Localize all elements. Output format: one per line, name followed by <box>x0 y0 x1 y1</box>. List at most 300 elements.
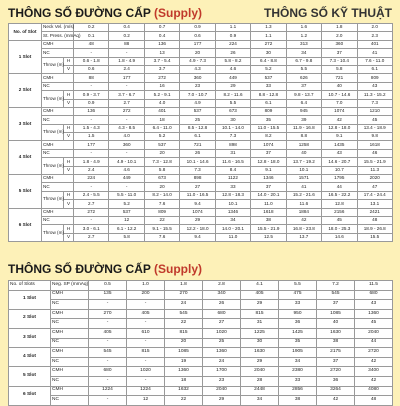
cmh-value: 815 <box>127 348 165 358</box>
throw-v-value: 4.6 <box>215 65 250 73</box>
cmh-value: 272 <box>144 74 179 82</box>
cmh-value: 270 <box>89 309 127 319</box>
slot-row <box>9 149 393 157</box>
nc-value: 38 <box>251 216 286 224</box>
cmh-value: 4080 <box>355 386 393 396</box>
throw-v-value: 11.3 <box>357 166 392 174</box>
nc-value: 20 <box>180 49 215 57</box>
nc-value: - <box>74 49 109 57</box>
cmh-value: 1074 <box>251 141 286 149</box>
nc-value: 43 <box>355 300 393 310</box>
cmh-value: 401 <box>144 107 179 115</box>
throw-v-value: 15.5 <box>357 233 392 241</box>
cmh-value: 1360 <box>355 309 393 319</box>
nc-value: - <box>127 319 165 329</box>
nc-value: 30 <box>251 49 286 57</box>
v-label: V <box>64 133 74 141</box>
cmh-value: 1346 <box>251 175 286 183</box>
nc-value: - <box>127 338 165 348</box>
throw-h-value: 18.0 - 25.3 <box>322 225 357 233</box>
nc-value: 24 <box>165 300 203 310</box>
throw-v-value: 5.2 <box>251 65 286 73</box>
nc-value: 45 <box>357 116 392 124</box>
nc-value: 30 <box>241 338 279 348</box>
nc-label: NC <box>42 149 74 157</box>
cmh-value: 1225 <box>241 328 279 338</box>
throw-h-value: 11.6 - 16.5 <box>215 158 250 166</box>
nc-label: NC <box>42 183 74 191</box>
cmh-value: 1630 <box>241 348 279 358</box>
nc-value: 16 <box>144 82 179 90</box>
nc-value: - <box>109 82 144 90</box>
throw-v-value: 11.6 <box>286 200 321 208</box>
cmh-value: 610 <box>127 328 165 338</box>
cmh-value: 88 <box>74 74 109 82</box>
throw-h-value: 5.5 - 11.0 <box>109 191 144 199</box>
throw-h-value: 12.8 - 18.3 <box>215 191 250 199</box>
throw-v-value: 0.9 <box>74 99 109 107</box>
throw-v-value: 13.1 <box>357 200 392 208</box>
throw-h-value: 12.8 - 18.0 <box>251 158 286 166</box>
nc-value: 41 <box>357 49 392 57</box>
slot-row <box>9 158 393 166</box>
throw-h-value: 6.4 - 8.8 <box>251 57 286 65</box>
nc-value: - <box>89 319 127 329</box>
slot-row <box>9 183 393 191</box>
nc-label: NC <box>51 396 89 406</box>
nc-value: 45 <box>355 319 393 329</box>
nc-value: 38 <box>279 396 317 406</box>
nc-value: - <box>74 116 109 124</box>
nc-value: 41 <box>286 183 321 191</box>
neck-velocity: 0.4 <box>109 24 144 32</box>
v-label: V <box>64 65 74 73</box>
throw-h-value: 9.8 - 13.7 <box>286 91 321 99</box>
cmh-value: 1346 <box>215 208 250 216</box>
nc-label: NC <box>51 376 89 386</box>
header-row <box>9 32 393 40</box>
slot-row <box>9 376 393 386</box>
throw-v-value: 2.4 <box>74 166 109 174</box>
throw-h-value: 14.0 - 20.1 <box>251 191 286 199</box>
cmh-value: 809 <box>251 107 286 115</box>
neck-velocity: 0.9 <box>180 24 215 32</box>
cmh-value: 2421 <box>357 208 392 216</box>
throw-h-value: 2.4 - 5.5 <box>74 191 109 199</box>
throw-h-value: 6.7 - 9.8 <box>286 57 321 65</box>
throw-h-value: 1.5 - 4.3 <box>74 124 109 132</box>
neck-velocity: 1.3 <box>251 24 286 32</box>
slot-label: 6 Slot <box>9 386 51 405</box>
neg-sp-value: 2.8 <box>203 281 241 291</box>
static-pressure: 0.1 <box>74 32 109 40</box>
throw-v-value: 2.7 <box>74 200 109 208</box>
throw-h-value: 0.9 - 3.7 <box>74 91 109 99</box>
cmh-label: CMH <box>51 367 89 377</box>
cmh-value: 815 <box>241 309 279 319</box>
slot-row <box>9 82 393 90</box>
cmh-value: 1360 <box>165 367 203 377</box>
slot-label: 3 Slot <box>9 107 42 141</box>
nc-value: 40 <box>286 149 321 157</box>
cmh-value: 1085 <box>165 348 203 358</box>
nc-value: - <box>74 216 109 224</box>
throw-v-value: 7.3 <box>215 133 250 141</box>
nc-value: 34 <box>286 49 321 57</box>
throw-v-value: 4.0 <box>109 133 144 141</box>
nc-value: 40 <box>322 82 357 90</box>
slot-label: 1 Slot <box>9 290 51 309</box>
cmh-value: 1224 <box>89 386 127 396</box>
slot-row <box>9 65 393 73</box>
throw-v-value: 12.8 <box>322 200 357 208</box>
slot-row <box>9 328 393 338</box>
row-label: Neg. SP (mmAq) <box>51 281 89 291</box>
cmh-value: 1435 <box>322 141 357 149</box>
throw-h-value: 10.7 - 14.6 <box>322 91 357 99</box>
h-label: H <box>64 91 74 99</box>
throw-v-value: 5.2 <box>144 133 179 141</box>
slot-label: 5 Slot <box>9 175 42 209</box>
throw-v-value: 9.1 <box>322 133 357 141</box>
slot-label: 5 Slot <box>9 367 51 386</box>
throw-v-value: 9.1 <box>251 166 286 174</box>
nc-value: 18 <box>144 116 179 124</box>
slot-row <box>9 166 393 174</box>
throw-v-value: 11.0 <box>215 233 250 241</box>
cmh-value: 475 <box>279 290 317 300</box>
cmh-value: 224 <box>74 175 109 183</box>
nc-value: 34 <box>279 357 317 367</box>
cmh-value: 1618 <box>357 141 392 149</box>
nc-value: - <box>74 183 109 191</box>
throw-h-value: 17.4 - 24.4 <box>357 191 392 199</box>
nc-value: - <box>127 300 165 310</box>
throw-v-value: 7.3 <box>357 99 392 107</box>
throw-h-value: 8.8 - 12.8 <box>251 91 286 99</box>
section-title-1 <box>8 6 202 20</box>
nc-value: 29 <box>215 82 250 90</box>
nc-value: 47 <box>357 183 392 191</box>
throw-v-value: 11.0 <box>251 200 286 208</box>
nc-value: 37 <box>286 82 321 90</box>
h-label: H <box>64 191 74 199</box>
cmh-value: 272 <box>251 40 286 48</box>
nc-label: NC <box>51 338 89 348</box>
nc-value: 33 <box>251 82 286 90</box>
slot-label: 2 Slot <box>9 309 51 328</box>
nc-value: 13 <box>144 49 179 57</box>
slot-row <box>9 386 393 396</box>
neg-sp-value: 11.5 <box>355 281 393 291</box>
slot-row <box>9 309 393 319</box>
cmh-value: 48 <box>74 40 109 48</box>
nc-value: 44 <box>355 338 393 348</box>
header-row <box>9 281 393 291</box>
cmh-value: 340 <box>203 290 241 300</box>
throw-v-value: 7.6 <box>144 233 179 241</box>
throw-v-value: 6.1 <box>251 99 286 107</box>
column-header: No. of Slot <box>9 24 42 41</box>
slot-row <box>9 357 393 367</box>
cmh-label: CMH <box>42 74 74 82</box>
nc-value: 33 <box>279 300 317 310</box>
cmh-value: 898 <box>215 141 250 149</box>
cmh-value: 449 <box>109 175 144 183</box>
throw-label: Throw (m) <box>42 57 64 74</box>
throw-h-value: 1.8 - 4.9 <box>74 158 109 166</box>
static-pressure: 0.2 <box>109 32 144 40</box>
nc-value: 23 <box>180 82 215 90</box>
cmh-value: 1085 <box>317 309 355 319</box>
cmh-value: 2856 <box>279 386 317 396</box>
cmh-value: 360 <box>109 141 144 149</box>
nc-value: 31 <box>241 319 279 329</box>
throw-label: Throw (m) <box>42 191 64 208</box>
cmh-value: 545 <box>89 348 127 358</box>
nc-value: 34 <box>241 396 279 406</box>
nc-value: 20 <box>144 149 179 157</box>
slot-row <box>9 233 393 241</box>
throw-v-value: 5.5 <box>215 99 250 107</box>
throw-h-value: 11.9 - 16.8 <box>286 124 321 132</box>
throw-v-value: 2.7 <box>109 99 144 107</box>
throw-h-value: 11.3 - 15.2 <box>357 91 392 99</box>
cmh-value: 680 <box>203 309 241 319</box>
slot-row <box>9 348 393 358</box>
cmh-value: 809 <box>144 208 179 216</box>
nc-value: 12 <box>127 396 165 406</box>
nc-value: 33 <box>279 376 317 386</box>
throw-h-value: 7.3 - 12.8 <box>144 158 179 166</box>
nc-value: 36 <box>279 319 317 329</box>
cmh-label: CMH <box>51 328 89 338</box>
v-label: V <box>64 200 74 208</box>
nc-label: NC <box>42 216 74 224</box>
cmh-value: 2156 <box>322 208 357 216</box>
nc-value: 33 <box>215 183 250 191</box>
nc-value: 31 <box>215 149 250 157</box>
nc-value: 29 <box>241 300 279 310</box>
nc-value: 26 <box>215 49 250 57</box>
throw-h-value: 3.0 - 6.1 <box>74 225 109 233</box>
throw-v-value: 1.5 <box>74 133 109 141</box>
cmh-value: 673 <box>144 175 179 183</box>
nc-value: 44 <box>322 183 357 191</box>
cmh-value: 449 <box>215 74 250 82</box>
nc-value: 18 <box>165 376 203 386</box>
static-pressure: 0.9 <box>215 32 250 40</box>
cmh-label: CMH <box>42 107 74 115</box>
cmh-value: 1571 <box>286 175 321 183</box>
throw-v-value: 8.2 <box>251 133 286 141</box>
throw-v-value: 0.6 <box>74 65 109 73</box>
slot-row <box>9 141 393 149</box>
cmh-value: 2040 <box>355 328 393 338</box>
cmh-value: 1632 <box>165 386 203 396</box>
spec-title: THÔNG SỐ KỸ THUẬT <box>264 6 392 20</box>
cmh-value: 2040 <box>203 386 241 396</box>
cmh-value: 537 <box>251 74 286 82</box>
nc-value: 42 <box>355 357 393 367</box>
cmh-value: 270 <box>165 290 203 300</box>
cmh-value: 136 <box>144 40 179 48</box>
cmh-label: CMH <box>51 348 89 358</box>
h-label: H <box>64 124 74 132</box>
cmh-value: 945 <box>286 107 321 115</box>
cmh-value: 1074 <box>322 107 357 115</box>
nc-value: 39 <box>286 116 321 124</box>
nc-label: NC <box>51 357 89 367</box>
throw-h-value: 14.0 - 20.1 <box>215 225 250 233</box>
throw-h-value: 5.8 - 8.2 <box>215 57 250 65</box>
throw-v-value: 13.7 <box>286 233 321 241</box>
throw-v-value: 5.8 <box>322 65 357 73</box>
slot-row <box>9 319 393 329</box>
cmh-label: CMH <box>51 290 89 300</box>
cmh-value: 680 <box>355 290 393 300</box>
slot-label: 1 Slot <box>9 40 42 74</box>
cmh-value: 721 <box>322 74 357 82</box>
cmh-label: CMH <box>42 141 74 149</box>
nc-value: 20 <box>144 183 179 191</box>
nc-value: 22 <box>144 216 179 224</box>
static-pressure: 1.1 <box>251 32 286 40</box>
h-label: H <box>64 57 74 65</box>
v-label: V <box>64 233 74 241</box>
cmh-value: 313 <box>286 40 321 48</box>
nc-label: NC <box>51 300 89 310</box>
nc-value: 29 <box>203 396 241 406</box>
slot-label: 4 Slot <box>9 348 51 367</box>
cmh-value: 177 <box>180 40 215 48</box>
cmh-value: 1905 <box>279 348 317 358</box>
throw-v-value: 5.8 <box>144 166 179 174</box>
static-pressure: 2.0 <box>322 32 357 40</box>
cmh-value: 405 <box>89 328 127 338</box>
nc-value: 37 <box>322 49 357 57</box>
nc-value: 37 <box>317 300 355 310</box>
nc-value: 27 <box>203 319 241 329</box>
cmh-value: 626 <box>286 74 321 82</box>
cmh-value: 2720 <box>317 367 355 377</box>
cmh-label: CMH <box>51 386 89 396</box>
nc-value: 42 <box>286 216 321 224</box>
slot-row <box>9 74 393 82</box>
throw-h-value: 4.3 - 8.5 <box>109 124 144 132</box>
nc-value: 22 <box>165 319 203 329</box>
throw-h-value: 12.8 - 18.0 <box>322 124 357 132</box>
neck-velocity: 0.7 <box>144 24 179 32</box>
cmh-value: 405 <box>241 290 279 300</box>
throw-v-value: 10.1 <box>286 166 321 174</box>
cmh-value: 815 <box>165 328 203 338</box>
cmh-value: 673 <box>215 107 250 115</box>
cmh-value: 1224 <box>127 386 165 396</box>
cmh-value: 1122 <box>215 175 250 183</box>
cmh-value: 1074 <box>180 208 215 216</box>
static-pressure: 2.3 <box>357 32 392 40</box>
nc-value: - <box>127 357 165 367</box>
cmh-value: 401 <box>357 40 392 48</box>
nc-value: - <box>89 396 127 406</box>
throw-v-value: 9.8 <box>357 133 392 141</box>
slot-row <box>9 200 393 208</box>
supply-neg-sp-table <box>8 280 393 406</box>
throw-v-value: 7.0 <box>322 99 357 107</box>
throw-h-value: 16.8 - 23.8 <box>286 225 321 233</box>
throw-v-value: 7.6 <box>144 200 179 208</box>
nc-value: 35 <box>279 338 317 348</box>
nc-value: 35 <box>251 116 286 124</box>
cmh-value: 2380 <box>279 367 317 377</box>
nc-label: NC <box>42 116 74 124</box>
nc-value: 43 <box>322 149 357 157</box>
static-pressure: 0.4 <box>144 32 179 40</box>
throw-v-value: 4.6 <box>109 166 144 174</box>
neck-velocity: 2.0 <box>357 24 392 32</box>
nc-value: 37 <box>251 149 286 157</box>
slot-label: 2 Slot <box>9 74 42 108</box>
slot-row <box>9 175 393 183</box>
cmh-value: 545 <box>317 290 355 300</box>
cmh-value: 1630 <box>317 328 355 338</box>
throw-v-value: 10.7 <box>322 166 357 174</box>
cmh-value: 272 <box>109 107 144 115</box>
throw-label: Throw (m) <box>42 158 64 175</box>
neg-sp-value: 7.2 <box>317 281 355 291</box>
throw-h-value: 14.6 - 20.7 <box>322 158 357 166</box>
slot-row <box>9 91 393 99</box>
slot-row <box>9 216 393 224</box>
throw-v-value: 7.3 <box>180 166 215 174</box>
nc-value: 36 <box>317 376 355 386</box>
cmh-value: 537 <box>144 141 179 149</box>
slot-row <box>9 99 393 107</box>
cmh-value: 1618 <box>251 208 286 216</box>
throw-h-value: 0.6 - 1.8 <box>74 57 109 65</box>
nc-value: - <box>127 376 165 386</box>
cmh-label: CMH <box>42 175 74 183</box>
nc-value: 20 <box>165 338 203 348</box>
throw-h-value: 15.5 - 21.9 <box>357 158 392 166</box>
nc-value: 22 <box>165 396 203 406</box>
throw-h-value: 9.1 - 15.5 <box>144 225 179 233</box>
throw-v-value: 9.4 <box>180 233 215 241</box>
throw-v-value: 4.9 <box>180 99 215 107</box>
cmh-value: 135 <box>89 290 127 300</box>
nc-label: NC <box>42 82 74 90</box>
slot-row <box>9 57 393 65</box>
nc-value: 24 <box>203 357 241 367</box>
neg-sp-value: 1.0 <box>127 281 165 291</box>
nc-value: - <box>109 116 144 124</box>
slot-row <box>9 107 393 115</box>
cmh-value: 2720 <box>355 348 393 358</box>
cmh-value: 1258 <box>286 141 321 149</box>
slot-row <box>9 396 393 406</box>
cmh-value: 88 <box>109 40 144 48</box>
throw-h-value: 4.9 - 7.3 <box>180 57 215 65</box>
throw-h-value: 6.1 - 12.2 <box>109 225 144 233</box>
throw-v-value: 8.8 <box>286 133 321 141</box>
nc-value: - <box>74 82 109 90</box>
neg-sp-value: 1.8 <box>165 281 203 291</box>
cmh-value: 2175 <box>317 348 355 358</box>
row-label: Neck Vel. (m/s) <box>42 24 74 32</box>
slot-row <box>9 367 393 377</box>
nc-value: 38 <box>317 338 355 348</box>
